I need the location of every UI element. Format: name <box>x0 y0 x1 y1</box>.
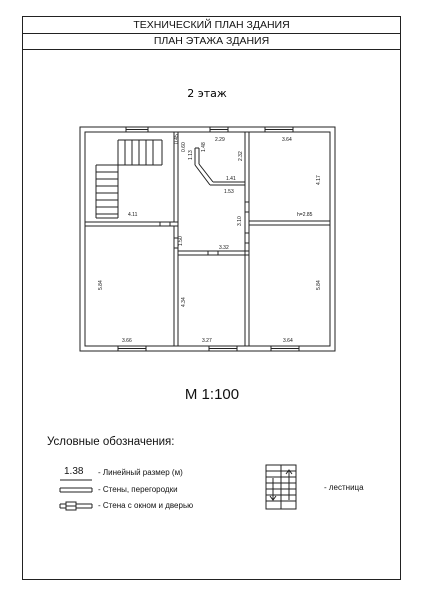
dim-0-60: 0.60 <box>181 142 187 152</box>
scale-label: М 1:100 <box>184 386 240 403</box>
dim-3-64-top: 3.64 <box>282 137 292 143</box>
dim-1-53: 1.53 <box>224 189 234 195</box>
legend-walls: - Стены, перегородки <box>98 485 178 494</box>
dim-1-13: 1.13 <box>188 150 194 160</box>
dimension-labels <box>98 134 322 344</box>
floor-label: 2 этаж <box>187 87 227 100</box>
legend-sample-value: 1.38 <box>64 466 84 477</box>
legend-title: Условные обозначения: <box>47 436 175 448</box>
dim-5-84-right: 5.84 <box>316 280 322 290</box>
legend-linear-size: - Линейный размер (м) <box>98 468 183 477</box>
header-title-1: ТЕХНИЧЕСКИЙ ПЛАН ЗДАНИЯ <box>23 17 400 34</box>
legend-wall-window-door: - Стена с окном и дверью <box>98 501 194 510</box>
dim-3-64-bottom: 3.64 <box>283 338 293 344</box>
dim-3-32: 3.32 <box>219 245 229 251</box>
interior-walls <box>85 132 330 346</box>
doors <box>160 202 249 255</box>
staircase <box>96 140 162 218</box>
dim-0-45: 0.45 <box>174 134 180 144</box>
dim-h-2-85: h=2.85 <box>297 212 313 218</box>
dim-3-10: 3.10 <box>237 216 243 226</box>
dim-1-50: 1.50 <box>178 236 184 246</box>
header-title-2: ПЛАН ЭТАЖА ЗДАНИЯ <box>23 33 400 50</box>
dim-2-32: 2.32 <box>238 151 244 161</box>
dim-4-17: 4.17 <box>316 175 322 185</box>
dim-3-27: 3.27 <box>202 338 212 344</box>
dim-1-41: 1.41 <box>226 176 236 182</box>
dim-5-84-left: 5.84 <box>98 280 104 290</box>
legend-stairs: - лестница <box>324 483 364 492</box>
dim-3-66: 3.66 <box>122 338 132 344</box>
dim-4-34: 4.34 <box>181 297 187 307</box>
dim-1-48: 1.48 <box>201 142 207 152</box>
dim-4-11: 4.11 <box>128 212 138 218</box>
dim-2-29: 2.29 <box>215 137 225 143</box>
windows <box>118 127 299 351</box>
